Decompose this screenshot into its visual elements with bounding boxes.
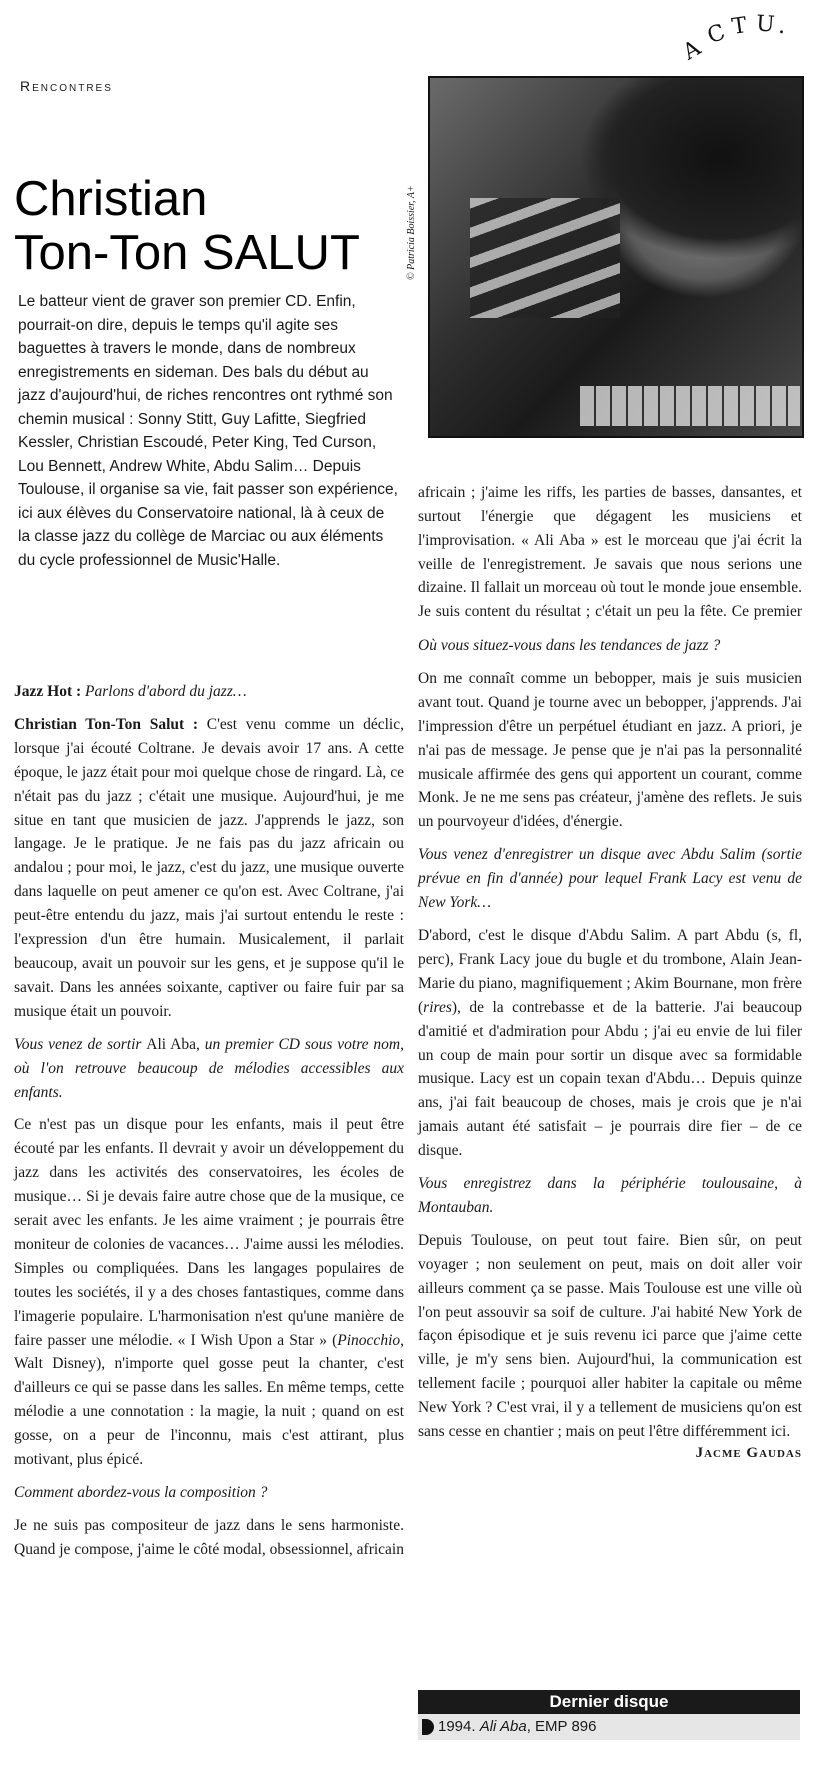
title-line-2: Ton-Ton SALUT bbox=[14, 226, 360, 280]
question-2 bbox=[14, 1033, 404, 1105]
disc-year: 1994. bbox=[438, 1718, 476, 1735]
aside-text: rires bbox=[423, 998, 452, 1016]
answer-6: Depuis Toulouse, on peut tout faire. Bien sûr, on peut voyager ; non seulement on peut, mais on doit aller voir ailleurs comment ça se passe. Mais Toulouse est une ville où l'on peut assouvir sa soif de culture. J'ai habité New York de façon épisodique et je suis revenu ici parce que j'aime cette ville, je m'y sens bien. Aujourd'hui, la communication est tellement facile ; pourquoi aller habiter la capitale ou même New York ? C'est vrai, il y a tellement de musiciens qu'on est sans cesse en chantier ; mais on peut l'être différemment ici. bbox=[418, 1231, 802, 1441]
question-text: Parlons d'abord du jazz… bbox=[81, 683, 247, 700]
album-title: Ali Aba bbox=[146, 1035, 196, 1053]
answer-text: ), de la contrebasse et de la batterie. J'ai beaucoup d'amitié et d'admiration pour Abdu ; j'ai eu envie de lui filer un coup de main pour sortir un disque avec sa formidable musique. Lacy est un copain texan d'Abdu… Depuis quinze ans, j'ai fait beaucoup de choses, mais je crois que je n'ai jamais autant été satisfait – je pourrais dire fier – de ce disque. bbox=[418, 998, 802, 1160]
answer-3: Je ne suis pas compositeur de jazz dans le sens harmoniste. Quand je compose, j'aime le côté modal, obsessionnel, africain bbox=[14, 1516, 404, 1558]
answer-text: Ce n'est pas un disque pour les enfants, mais il peut être écouté par les enfants. Il devrait y avoir un développement du jazz dans les activités des conservatoires, les écoles de musique… Si je devais faire autre chose que de la musique, ce serait avec les enfants. Je les aime vraiment ; je pourrais être moniteur de colonies de vacances… J'aime aussi les mélodies. Simples ou compliquées. Dans les langages populaires de toutes les sociétés, il y a des choses fantastiques, comme dans l'imagerie populaire. L'harmonisation n'est qu'une manière de faire passer une mélodie. « I Wish Upon a Star » ( bbox=[14, 1116, 404, 1349]
latest-disc-entry bbox=[418, 1714, 800, 1740]
left-column bbox=[14, 680, 404, 1571]
article-lede: Le batteur vient de graver son premier CD. Enfin, pourrait-on dire, depuis le temps qu'il agite ses baguettes à travers le monde, dans de nombreux enregistrements en sideman. Des bals du début au jazz d'aujourd'hui, de riches rencontres ont rythmé son chemin musical : Sonny Stitt, Guy Lafitte, Siegfried Kessler, Christian Escoudé, Peter King, Ted Curson, Lou Bennett, Andrew White, Abdu Salim… Depuis Toulouse, il organise sa vie, fait passer son expérience, ici aux élèves du Conservatoire national, là à ceux de la classe jazz du collège de Marciac ou aux éléments du cycle professionnel de Music'Halle. bbox=[18, 293, 398, 569]
section-label: Rencontres bbox=[20, 78, 113, 94]
answer-2 bbox=[14, 1113, 404, 1472]
photo-credit: © Patricia Boissier, A+ bbox=[406, 185, 417, 280]
question-1 bbox=[14, 680, 404, 704]
answer-text: , Walt Disney), n'importe quel gosse peut la chanter, c'est d'ailleurs ce qui se passe dans les salles. En même temps, cette mélodie a une connotation : la magie, la nuit ; quand on est gosse, on a peur de l'inconnu, mais c'est attirant, plus motivant, plus épicé. bbox=[14, 1331, 404, 1469]
question-6: Vous enregistrez dans la périphérie toulousaine, à Montauban. bbox=[418, 1175, 802, 1216]
film-title: Pinocchio bbox=[337, 1331, 401, 1349]
answer-4: On me connaît comme un bebopper, mais je suis musicien avant tout. Quand je tourne avec un bebopper, j'apprends. J'ai l'impression d'être un perpétuel étudiant en jazz. A priori, je n'ai pas de message. Je pense que je n'ai pas la personnalité musicale affirmée des gens qui apportent un courant, comme Monk. Je ne me sens pas créateur, j'amène des reflets. Je suis un pourvoyeur d'idées, d'énergie. bbox=[418, 669, 802, 831]
answer-text: D'abord, c'est le disque d'Abdu Salim. A part Abdu (s, fl, perc), Frank Lacy joue du bugle et du trombone, Alain Jean-Marie du piano, magnifiquement ; Akim Bournane, mon frère ( bbox=[418, 926, 802, 1016]
actu-header: A C T U . bbox=[678, 11, 785, 66]
question-4: Où vous situez-vous dans les tendances de jazz ? bbox=[418, 637, 721, 654]
question-text: Vous venez de sortir bbox=[14, 1035, 147, 1053]
latest-disc-box bbox=[418, 1690, 800, 1740]
question-5: Vous venez d'enregistrer un disque avec Abdu Salim (sortie prévue en fin d'année) pour lequel Frank Lacy est venu de New York… bbox=[418, 846, 802, 912]
question-3: Comment abordez-vous la composition ? bbox=[14, 1484, 268, 1501]
portrait-photo bbox=[428, 76, 804, 438]
cd-icon bbox=[422, 1719, 434, 1735]
disc-label: , EMP 896 bbox=[526, 1718, 597, 1735]
answer-text: africain ; j'aime les riffs, les parties de basses, dansantes, et surtout l'énergie que dégagent les musiciens et l'improvisation. « Ali Aba » est le morceau que j'ai écrit la veille de l'enregistrement. Je savais que nous serions une dizaine. Il fallait un morceau où tout le monde joue ensemble. Je suis content du résultat ; c'était un peu la fête. Ce premier bbox=[418, 483, 802, 621]
disc-album: Ali Aba bbox=[479, 1718, 527, 1735]
question-text: , un premier CD sous votre nom, où l'on retrouve beaucoup de mélodies accessibles aux enfants. bbox=[14, 1035, 405, 1101]
interviewee-name: Christian Ton-Ton Salut : bbox=[14, 715, 199, 733]
answer-1 bbox=[14, 713, 404, 1024]
answer-3-continued bbox=[418, 481, 802, 625]
answer-text: C'est venu comme un déclic, lorsque j'ai écouté Coltrane. Je devais avoir 17 ans. A cette époque, le jazz était pour moi quelque chose de ringard. Là, ce n'était pas du jazz ; c'était une musique. Aujourd'hui, je me situe en tant que musicien de jazz. J'apprends le jazz, son langage. Je le pratique. Je ne fais pas du jazz africain ou andalou ; pour moi, le jazz, c'est du jazz, une musique ouverte dans laquelle on peut amener ce qu'on est. Avec Coltrane, j'ai peut-être entendu du jazz, mais j'ai surtout entendu le reste : l'expression d'un être humain. Musicalement, il parlait beaucoup, avait un pouvoir sur les gens, et je suppose qu'il le savait. Dans les années soixante, captiver ou faire fuir par sa musique était un pouvoir. bbox=[14, 715, 404, 1020]
answer-5 bbox=[418, 924, 802, 1163]
article-title bbox=[14, 172, 414, 280]
latest-disc-header: Dernier disque bbox=[418, 1690, 800, 1714]
interviewer-name: Jazz Hot : bbox=[14, 683, 82, 700]
author-signature: Jacme Gaudas bbox=[695, 1445, 802, 1461]
title-line-1: Christian bbox=[14, 172, 208, 226]
right-column bbox=[418, 481, 802, 1466]
